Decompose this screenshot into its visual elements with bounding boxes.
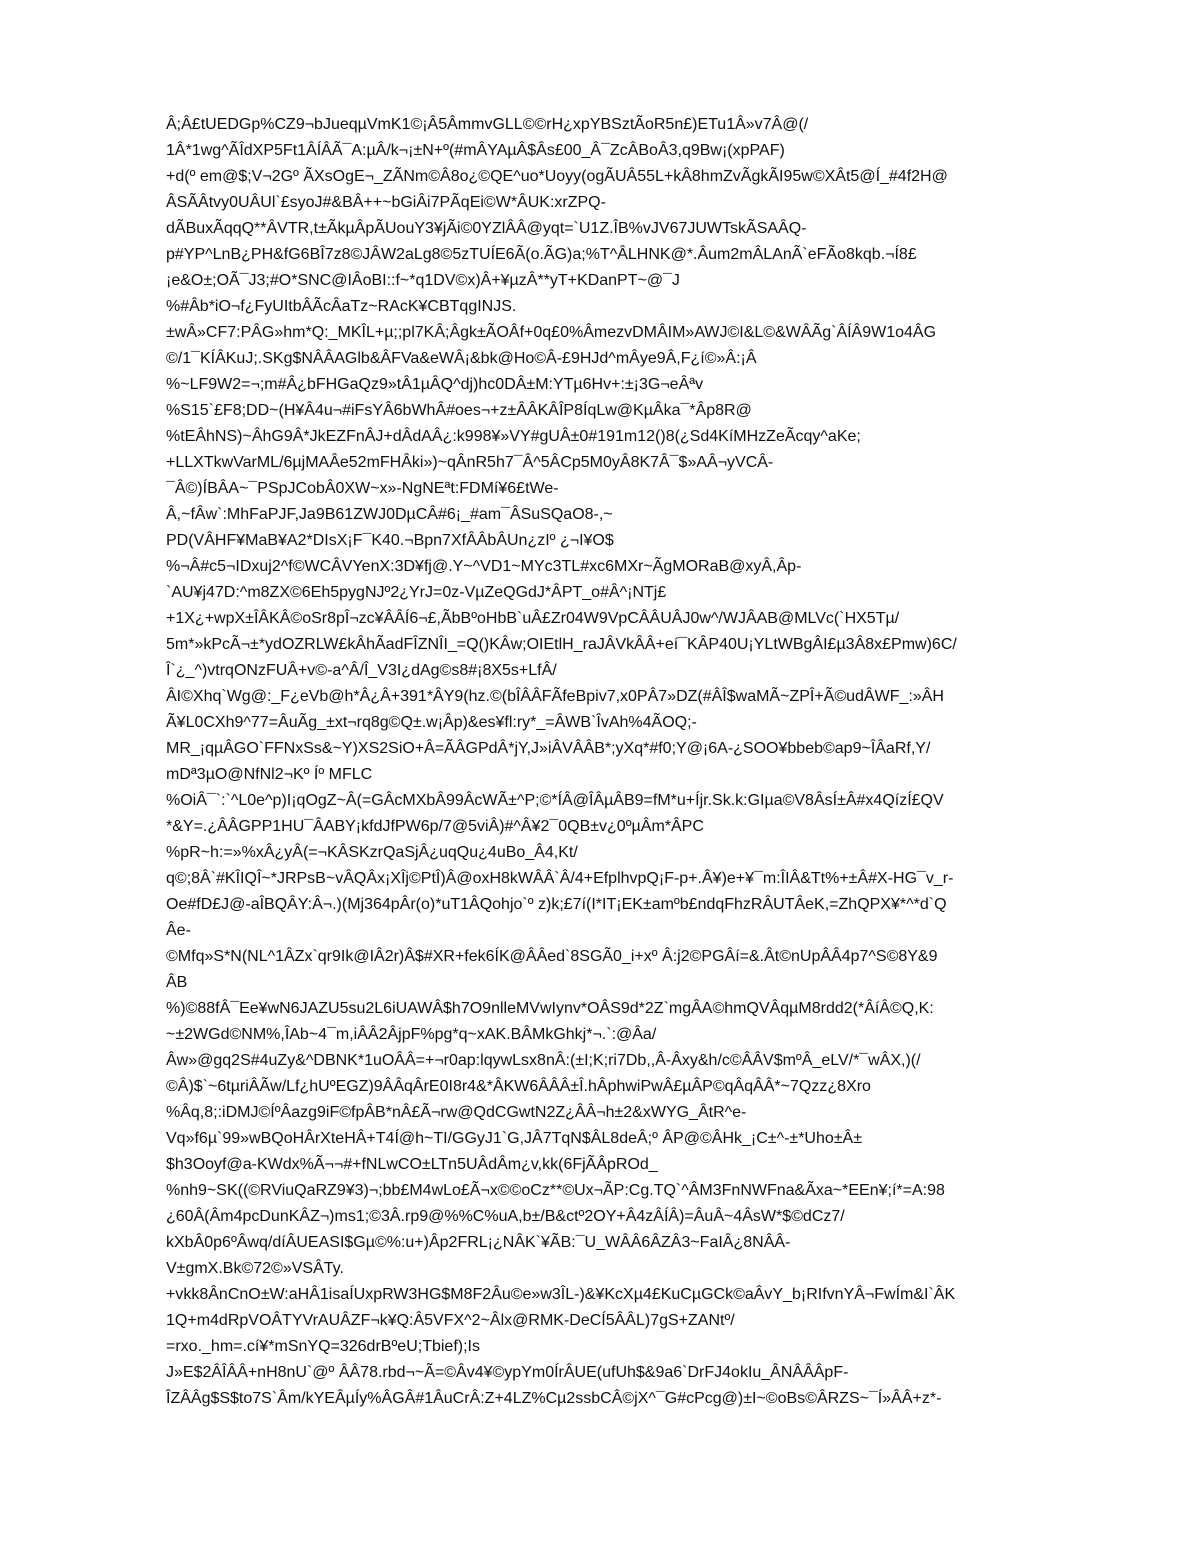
text-line: %OiÂ¯`:`^L0e^p)I¡qOgZ~Â(=GÂcMXbÂ99ÂcWÃ±^P;©*ÍÂ@ÎÂµÂB9=fM*u+Íjr.Sk.k:GIµa©V8ÂsÍ±Â#x4QízÍ£QV	[166, 792, 944, 809]
text-line: q©;8Â`#KÎIQÎ~*JRPsB~vÂQÂx¡XÎj©PtÎ)Â@oxH8kWÂÂ`Â/4+EfplhvpQ¡F-p+.Â¥)e+¥¯m:ÎIÂ&Tt%+±Â#X-HG¯v_r-	[166, 870, 954, 887]
text-line: ÂB	[166, 974, 188, 991]
text-line: ©Mfq»S*N(NL^1ÂZx`qr9Ik@IÂ2r)Â$#XR+fek6ÍK@ÂÂed`8SGÃ0_i+xº Â:j2©PGÂí=&.Ât©nUpÂÂ4p7^S©8Y&9	[166, 948, 938, 965]
text-line: +vkk8ÂnCnO±W:aHÂ1isaÍUxpRW3HG$M8F2Âu©e»w3ÎL-)&¥KcXµ4£KuCµGCk©aÂvY_b¡RIfvnYÂ¬FwÍm&I`ÂK	[166, 1286, 956, 1303]
text-line: %¬Â#c5¬IDxuj2^f©WCÂVYenX:3D¥fj@.Y~^VD1~MYc3TL#xc6MXr~ÃgMORaB@xyÂ,Âp-	[166, 558, 802, 575]
text-line: ©Â)$`~6tµriÂÃw/Lf¿hUºEGZ)9ÂÂqÂrE0I8r4&*ÂKW6ÂÂÂ±Î.hÂphwiPwÂ£µÂP©qÂqÂÂ*~7Qzz¿8Xro	[166, 1078, 871, 1095]
text-line: %~LF9W2=¬;m#Â¿bFHGaQz9»tÂ1µÂQ^dj)hc0DÂ±M:YTµ6Hv+:±¡3G¬eÂªv	[166, 376, 704, 393]
text-line: `AU¥j47D:^m8ZX©6Eh5pygNJº2¿YrJ=0z-VµZeQGdJ*ÂPT_o#Â^¡NTj£	[166, 584, 667, 601]
text-line: Âe-	[166, 922, 191, 939]
text-line: *&Y=.¿ÂÂGPP1HU¯ÂABY¡kfdJfPW6p/7@5viÂ)#^Â¥2¯0QB±v¿0ºµÂm*ÂPC	[166, 818, 704, 835]
text-line: V±gmX.Bk©72©»VSÂTy.	[166, 1260, 344, 1277]
text-line: $h3Ooyf@a-KWdx%Ã¬¬#+fNLwCO±LTn5UÂdÂm¿v,kk(6FjÃÂpROd_	[166, 1156, 658, 1173]
text-line: MR_¡qµÂGO`FFNxSs&~Y)XS2SiO+Â=ÃÂGPdÂ*jY,J»iÂVÂÂB*;yXq*#f0;Y@¡6A-¿SOO¥bbeb©ap9~ÎÂaRf,Y/	[166, 740, 931, 757]
text-line: Â;Â£tUEDGp%CZ9¬bJueqµVmK1©¡Â5ÂmmvGLL©©rH¿xpYBSztÃoR5n£)ETu1Â»v7Â@(/	[166, 116, 809, 133]
text-line: ÂSÃÂtvy0UÂUl`£syoJ#&BÂ++~bGiÂi7PÃqEi©W*ÂUK:xrZPQ-	[166, 194, 606, 211]
text-line: ¿60Â(Âm4pcDunKÂZ¬)ms1;©3Â.rp9@%%C%uA,b±/B&ctº2OY+Â4zÂÍÂ)=ÂuÂ~4ÂsW*$©dCz7/	[166, 1208, 845, 1225]
text-line: J»E$2ÂÎÂÂ+nH8nU`@º ÂÂ78.rbd¬~Ã=©Âv4¥©ypYm0ÍrÂUE(ufUh$&9a6`DrFJ4okIu_ÂNÂÂÂpF-	[166, 1364, 849, 1381]
text-line: %)©88fÂ¯Ee¥wN6JAZU5su2L6iUAWÂ$h7O9nlleMVwIynv*OÂS9d*2Z`mgÂA©hmQVÂqµM8rdd2(*ÂíÂ©Q,K:	[166, 1000, 934, 1017]
text-line: +LLXTkwVarML/6µjMAÂe52mFHÂki»)~qÂnR5h7¯Â^5ÂCp5M0yÂ8K7Â¯$»AÂ¬yVCÂ-	[166, 454, 774, 471]
text-line: ~±2WGd©NM%,ÎAb~4¯m,iÂÂ2ÂjpF%pg*q~xAK.BÂMkGhkj*¬.`:@Âa/	[166, 1026, 657, 1043]
text-line: PD(VÂHF¥MaB¥A2*DIsX¡F¯K40.¬Bpn7XfÂÂbÂUn¿zIº ¿¬I¥O$	[166, 532, 614, 549]
text-line: Vq»f6µ`99»wBQoHÂrXteHÂ+T4Í@h~TI/GGyJ1`G,JÂ7TqN$ÂL8deÂ;º ÂP@©ÂHk_¡C±^-±*Uho±Â±	[166, 1130, 862, 1147]
text-line: +1X¿+wpX±ÎÂKÂ©oSr8pÎ¬zc¥ÂÂÍ6¬£,ÃbBºoHbB`uÂ£Zr04W9VpCÂÂUÂJ0w^/WJÂAB@MLVc(`HX5Tµ/	[166, 610, 900, 627]
text-line: Ã¥L0CXh9^77=ÂuÃg_±xt¬rq8g©Q±.w¡Âp)&es¥fl:ry*_=ÂWB`ÎvAh%4ÃOQ;-	[166, 714, 697, 731]
text-line: p#YP^LnB¿PH&fG6BÎ7z8©JÂW2aLg8©5zTUÍE6Ã(o.ÃG)a;%T^ÂLHNK@*.Âum2mÂLAnÃ`eFÃo8kqb.¬Í8£	[166, 246, 917, 263]
text-line: ÂI©Xhq`Wg@:_F¿eVb@h*Â¿Â+391*ÂY9(hz.©(bÎÂÂFÃfeBpiv7,x0PÂ7»DZ(#ÂÎ$waMÃ~ZPÎ+Ã©udÂWF_:»ÂH	[166, 688, 944, 705]
text-line: %pR~h:=»%xÂ¿yÂ(=¬KÂSKzrQaSjÂ¿uqQu¿4uBo_Â4,Kt/	[166, 844, 578, 861]
text-line: 5m*»kPcÃ¬±*ydOZRLW£kÂhÃadFÎZNÎI_=Q()KÂw;OIEtlH_raJÂVkÂÂ+eí¯KÂP40U¡YLtWBgÂI£µ3Â8x£Pmw)6C/	[166, 636, 957, 653]
text-line: %tEÂhNS)~ÂhG9Â*JkEZFnÂJ+dÂdAÂ¿:k998¥»VY#gUÂ±0#191m12()8(¿Sd4KíMHzZeÃcqy^aKe;	[166, 428, 861, 445]
text-line: mDª3µO@NfNl2¬Kº Íº MFLC	[166, 766, 373, 783]
text-line: Â,~fÂw`:MhFaPJF,Ja9B61ZWJ0DµCÂ#6¡_#am¯ÂSuSQaO8-,~	[166, 506, 613, 523]
text-line: =rxo._hm=.cí¥*mSnYQ=326drBºeU;Tbief);Is	[166, 1338, 480, 1355]
text-line: ©/1¯KÍÂKuJ;.SKg$NÂÂAGlb&ÂFVa&eWÂ¡&bk@Ho©Â-£9HJd^mÂye9Â,F¿í©»Â:¡Â	[166, 350, 757, 367]
text-line: ¯Â©)ÍBÂA~¯PSpJCobÂ0XW~x»-NgNEªt:FDMí¥6£tWe-	[166, 480, 559, 497]
text-line: 1Â*1wg^ÃÎdXP5Ft1ÂÍÂÃ¯A:µÂ/k¬¡±N+º(#mÂYAµÂ$Âs£00_Â¯ZcÂBoÂ3,q9Bw¡(xpPAF)	[166, 142, 785, 159]
text-line: Î`¿_^)vtrqONzFUÂ+v©-a^Â/Î_V3I¿dAg©s8#¡8X5s+LfÂ/	[166, 662, 557, 679]
text-line: ±wÂ»CF7:PÂG»hm*Q:_MKÎL+µ;;pl7KÂ;Âgk±ÃOÂf+0q£0%ÂmezvDMÂIM»AWJ©I&L©&WÂÃg`ÂÍÂ9W1o4ÂG	[166, 324, 937, 341]
text-line: ÎZÂÂg$S$to7S`Âm/kYEÂµÍy%ÂGÂ#1ÂuCrÂ:Z+4LZ%Cµ2ssbCÂ©jX^¯G#cPcg@)±I~©oBs©ÂRZS~¯Í»ÂÂ+z*-	[166, 1390, 942, 1407]
text-line: %Âq,8;:iDMJ©ÍºÂazg9iF©fpÂB*nÂ£Ã¬rw@QdCGwtN2Z¿ÂÂ¬h±2&xWYG_ÂtR^e-	[166, 1104, 747, 1121]
text-line: dÃBuxÃqqQ**ÂVTR,t±ÃkµÂpÃUouY3¥jÃi©0YZlÂÂ@yqt=`U1Z.ÎB%vJV67JUWTskÃSAÂQ-	[166, 220, 807, 237]
text-line: Âw»@gq2S#4uZy&^DBNK*1uOÂÂ=+¬r0ap:lqywLsx8nÂ:(±I;K;ri7Db,,Â-Âxy&h/c©ÂÂV$mºÂ_eLV/*¯wÂX,)(/	[166, 1052, 921, 1069]
text-line: ¡e&O±;OÃ¯J3;#O*SNC@IÂoBI::f~*q1DV©x)Â+¥µzÂ**yT+KDanPT~@¯J	[166, 272, 680, 289]
text-line: %nh9~SK((©RViuQaRZ9¥3)¬;bb£M4wLo£Ã¬x©©oCz**©Ux¬ÃP:Cg.TQ`^ÂM3FnNWFna&Ãxa~*EEn¥;í*=A:98	[166, 1182, 945, 1199]
text-line: Oe#fD£J@-aÎBQÂY:Â¬.)(Mj364pÂr(o)*uT1ÂQohjo`º z)k;£7í(I*IT¡EK±amºb£ndqFhzRÂUTÂeK,=ZhQPX¥*^*d`Q	[166, 896, 947, 913]
text-line: %#Âb*iO¬f¿FyUItbÂÃcÂaTz~RAcK¥CBTqgINJS.	[166, 298, 517, 315]
text-line: +d(º em@$;V¬2Gº ÃXsOgE¬_ZÃNm©Â8o¿©QE^uo*Uoyy(ogÃUÂ55L+kÂ8hmZvÃgkÃI95w©XÂt5@Í_#4f2H@	[166, 168, 948, 185]
garbled-text-body	[166, 112, 1126, 1412]
text-line: kXbÂ0p6ºÂwq/díÂUEASI$Gµ©%:u+)Âp2FRL¡¿NÂK`¥ÃB:¯U_WÂÂ6ÂZÂ3~FaIÂ¿8NÂÂ-	[166, 1234, 791, 1251]
text-line: 1Q+m4dRpVOÂTYVrAUÂZF¬k¥Q:Â5VFX^2~Âlx@RMK-DeCÍ5ÂÂL)7gS+ZANtº/	[166, 1312, 735, 1329]
text-line: %S15`£F8;DD~(H¥Â4u¬#iFsYÂ6bWhÂ#oes¬+z±ÂÂKÂÎP8ÍqLw@KµÂka¯*Âp8R@	[166, 402, 752, 419]
